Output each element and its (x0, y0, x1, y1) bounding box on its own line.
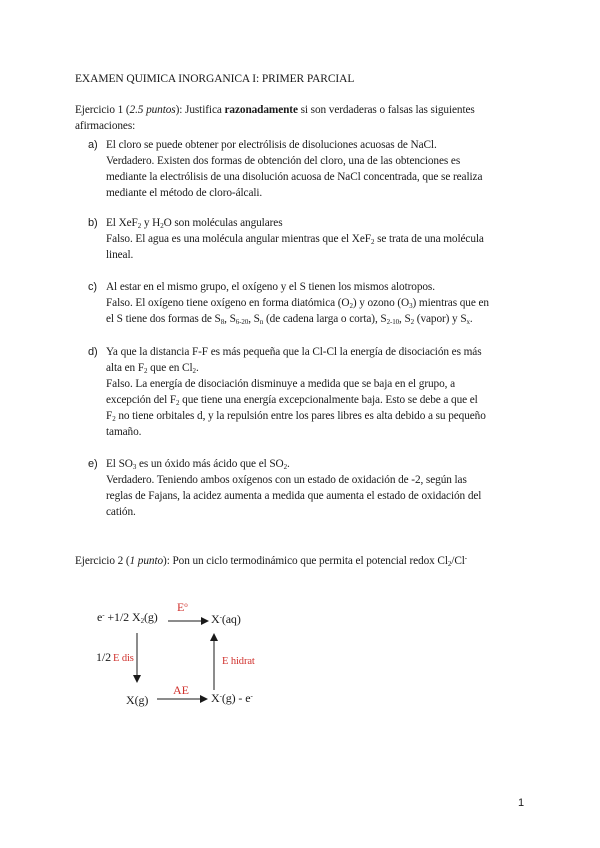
exercise-2-statement: Ejercicio 2 (1 punto): Pon un ciclo termodinámico que permita el potencial redox $Cl_2/Cl^-$ (75, 554, 468, 568)
e-dis-label: E dis (113, 653, 134, 664)
exercise-1-statement: Ejercicio 1 (2.5 puntos): Justifica razonadamente si son verdaderas o falsas las siguientes afirmaciones: (75, 104, 475, 132)
reactants-label: e- +1/2 $X_2(g)$ (97, 610, 158, 625)
document-title: EXAMEN QUIMICA INORGANICA I: PRIMER PARCIAL (75, 73, 355, 85)
e-hidrat-label: E hidrat (222, 656, 255, 667)
half-coefficient: 1/2 (96, 650, 112, 664)
e0-label: $E^o$ (177, 600, 188, 614)
product-aq-label: X-(aq) (211, 612, 241, 626)
atom-gas-label: X(g) (126, 693, 149, 707)
page-number: 1 (518, 797, 525, 809)
ion-gas-label: X-(g) - e- (211, 691, 253, 705)
ae-label: AE (173, 683, 189, 697)
